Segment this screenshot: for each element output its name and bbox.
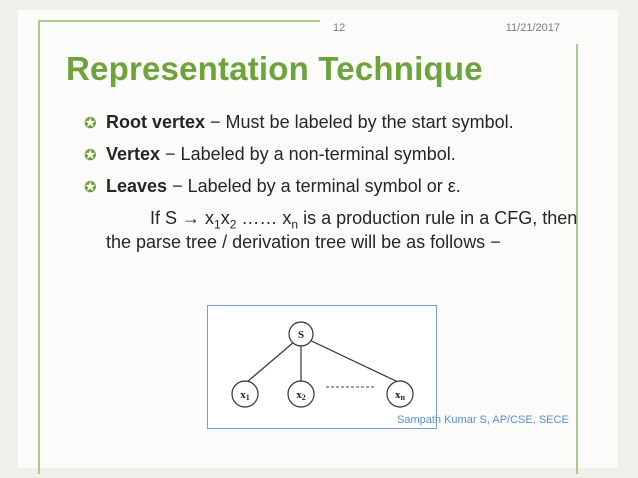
- slide-title: Representation Technique: [66, 50, 483, 87]
- slide-footer: Sampath Kumar S, AP/CSE, SECE: [397, 414, 569, 426]
- para-text: is a production rule in a CFG, then the parse tree / derivation tree will be as follows −: [106, 208, 578, 252]
- bullet-root-vertex: [84, 110, 584, 134]
- bullet-term: Root vertex: [106, 112, 206, 132]
- para-text: x: [220, 208, 230, 228]
- bullet-text: − Labeled by a terminal symbol or ε.: [167, 176, 461, 196]
- bullet-icon: ✪: [84, 179, 97, 196]
- tree-node-root-label: S: [297, 329, 305, 341]
- tree-edge-n: [301, 336, 398, 382]
- parse-tree-diagram: [208, 306, 436, 428]
- para-text: If S → x: [150, 208, 215, 228]
- para-subscript: 1: [214, 217, 221, 232]
- bullet-vertex: [84, 142, 584, 166]
- production-rule-paragraph: [84, 206, 584, 254]
- slide-date: 11/21/2017: [505, 22, 560, 34]
- bullet-leaves: [84, 174, 584, 198]
- bullet-term: Vertex: [106, 144, 161, 164]
- tree-leaf-2-label: x2: [296, 389, 306, 402]
- bullet-text: − Must be labeled by the start symbol.: [205, 112, 514, 132]
- tree-leaf-1-label: x1: [240, 389, 250, 402]
- tree-leaf-n-label: xn: [395, 389, 405, 402]
- bullet-icon: ✪: [84, 115, 97, 132]
- page-number: 12: [333, 22, 346, 34]
- slide-content: [84, 110, 584, 254]
- bullet-icon: ✪: [84, 147, 97, 164]
- bullet-text: − Labeled by a non-terminal symbol.: [160, 144, 456, 164]
- para-text: …… x: [236, 208, 292, 228]
- parse-tree-figure: [207, 305, 437, 429]
- bullet-term: Leaves: [106, 176, 168, 196]
- para-subscript: n: [291, 217, 299, 232]
- para-subscript: 2: [229, 217, 237, 232]
